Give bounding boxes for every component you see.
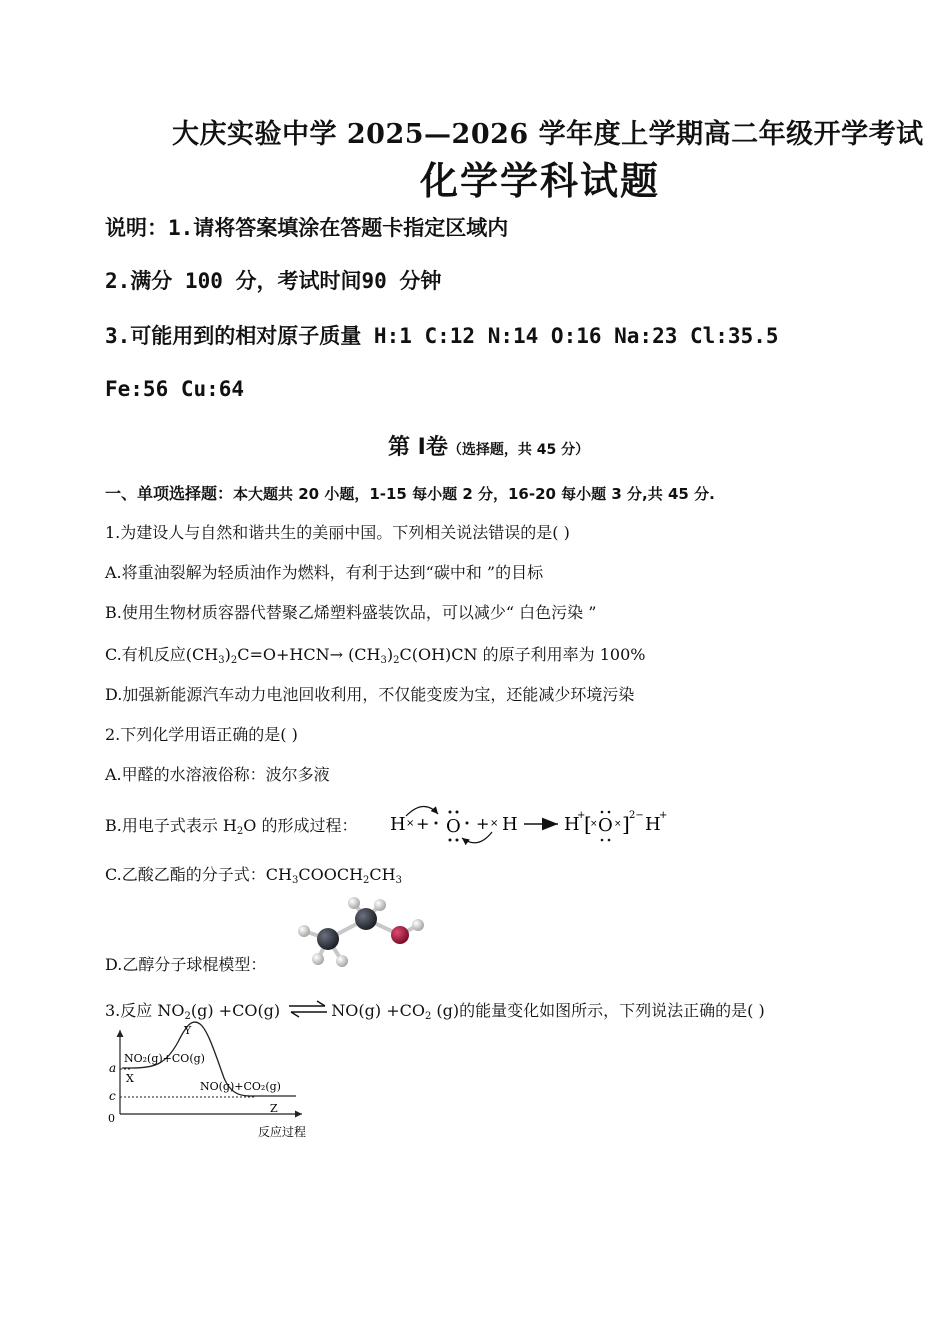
carbon-atom	[355, 908, 377, 930]
oxide-charge: 2−	[629, 810, 644, 821]
hydrogen-atom	[298, 925, 310, 937]
left-bracket: [	[584, 812, 592, 836]
end-point-label: Z	[270, 1102, 278, 1115]
q2-c-sub2: 2	[363, 875, 370, 886]
shared-electron-left: ×	[590, 819, 598, 829]
product-label: NO(g)+CO₂(g)	[200, 1080, 281, 1093]
instruction-line-3: 3.可能用到的相对原子质量 H:1 C:12 N:14 O:16 Na:23 Cl:35.5	[105, 324, 779, 348]
left-electron: ×	[406, 818, 415, 829]
oxygen-symbol: O	[446, 816, 461, 837]
plus-sign-2: +	[476, 814, 490, 833]
peak-label: Y	[184, 1024, 192, 1037]
instruction-line-4: Fe:56 Cu:64	[105, 377, 245, 401]
hydrogen-atom	[312, 953, 324, 965]
section-description: 本大题共 20 小题，1-15 每小题 2 分，16-20 每小题 3 分,共 45 分.	[233, 485, 715, 503]
q3-stem-part4: (g)的能量变化如图所示，下列说法正确的是( )	[431, 1001, 765, 1020]
q1-c-sub2: 2	[230, 655, 238, 666]
exam-title: 大庆实验中学 2025—2026 学年度上学期高二年级开学考试	[172, 119, 924, 150]
q1-option-c	[105, 642, 645, 666]
product-hydrogen-left: H	[564, 814, 580, 835]
ethanol-ball-stick-model	[290, 895, 440, 975]
right-bracket: ]	[622, 812, 630, 836]
reactant-label: NO₂(g)+CO(g)	[124, 1052, 205, 1065]
hydrogen-atom	[348, 897, 360, 909]
q2-b-sub: 2	[236, 826, 244, 837]
q3-stem-part2: (g) +CO(g)	[190, 1001, 281, 1020]
q1-c-part5: C(OH)CN 的原子利用率为 100%	[399, 645, 646, 664]
oxygen-dot	[435, 822, 438, 825]
oxygen-dot	[601, 811, 604, 814]
section-title: 一、单项选择题：	[105, 484, 234, 503]
oxygen-dot	[608, 839, 611, 842]
oxygen-dot	[466, 822, 469, 825]
charge-plus-left: +	[577, 810, 586, 821]
electron-dot-formation-diagram	[386, 798, 676, 854]
y-label-a: a	[109, 1061, 117, 1075]
q2-c-sub3: 3	[395, 875, 402, 886]
product-oxygen: O	[598, 815, 613, 836]
q1-c-sub4: 2	[393, 655, 400, 666]
q2-b-part2: O 的形成过程：	[243, 816, 358, 835]
shared-electron-right: ×	[614, 819, 622, 829]
q1-stem: 1.为建设人与自然和谐共生的美丽中国。下列相关说法错误的是( )	[105, 523, 570, 542]
q2-option-a: A.甲醛的水溶液俗称：波尔多液	[105, 765, 330, 784]
oxygen-dot	[449, 811, 452, 814]
q2-option-d: D.乙醇分子球棍模型：	[105, 955, 267, 974]
instruction-line-1: 说明：1.请将答案填涂在答题卡指定区域内	[105, 216, 509, 240]
q1-option-d: D.加强新能源汽车动力电池回收利用，不仅能变废为宝，还能减少环境污染	[105, 685, 635, 704]
q1-c-sub1: 3	[218, 655, 225, 666]
hydrogen-atom	[374, 899, 386, 911]
product-hydrogen-right: H	[645, 814, 661, 835]
electron-arrow-bottom	[462, 832, 492, 843]
hydrogen-atom	[412, 919, 424, 931]
q3-stem-sub2: 2	[424, 1011, 432, 1022]
q1-option-b: B.使用生物材质容器代替聚乙烯塑料盛装饮品，可以减少“ 白色污染 ”	[105, 603, 597, 622]
oxygen-dot	[456, 811, 459, 814]
part-note: （选择题，共 45 分）	[447, 442, 590, 458]
instruction-line-2: 2.满分 100 分，考试时间90 分钟	[105, 269, 442, 293]
q2-c-part3: CH	[369, 865, 396, 884]
oxygen-dot	[608, 811, 611, 814]
oxygen-dot	[456, 839, 459, 842]
q1-c-sub3: 3	[380, 655, 387, 666]
origin-label: 0	[108, 1112, 115, 1125]
hydrogen-atom	[336, 955, 348, 967]
part-label: 第 Ⅰ卷	[388, 435, 448, 460]
q1-option-a: A.将重油裂解为轻质油作为燃料，有利于达到“碳中和 ”的目标	[105, 563, 544, 582]
q1-c-part2: )	[224, 645, 231, 664]
q1-c-part1: C.有机反应(CH	[105, 645, 219, 664]
subject-title: 化学学科试题	[420, 159, 661, 203]
charge-plus-right: +	[659, 810, 668, 821]
y-label-c: c	[109, 1089, 116, 1103]
q2-stem: 2.下列化学用语正确的是( )	[105, 725, 298, 744]
q2-b-part1: B.用电子式表示 H	[105, 816, 237, 835]
q2-option-c	[105, 862, 402, 886]
x-axis-label: 反应过程	[258, 1125, 307, 1139]
q1-c-part4: )	[386, 645, 394, 664]
oxygen-atom	[391, 926, 409, 944]
oxygen-dot	[601, 839, 604, 842]
right-hydrogen-symbol: H	[502, 814, 518, 835]
section-heading	[105, 481, 715, 504]
q2-c-part1: C.乙酸乙酯的分子式：CH	[105, 865, 292, 884]
left-hydrogen-symbol: H	[390, 814, 406, 835]
q3-stem-part1: 3.反应 NO	[105, 1001, 185, 1020]
q2-c-part2: COOCH	[298, 865, 364, 884]
plus-sign-1: +	[416, 814, 430, 833]
carbon-atom	[317, 928, 339, 950]
energy-profile-diagram	[100, 1012, 340, 1144]
q3-stem-sub1: 2	[184, 1011, 191, 1022]
q1-c-part3: C=O+HCN→ (CH	[237, 645, 381, 664]
q2-c-sub1: 3	[291, 875, 299, 886]
start-point-label: X	[126, 1072, 134, 1085]
part-heading	[388, 430, 589, 461]
q3-stem-part3: NO(g) +CO	[331, 1001, 425, 1020]
oxygen-dot	[449, 839, 452, 842]
q2-option-b	[105, 813, 357, 837]
right-electron: ×	[490, 818, 499, 829]
